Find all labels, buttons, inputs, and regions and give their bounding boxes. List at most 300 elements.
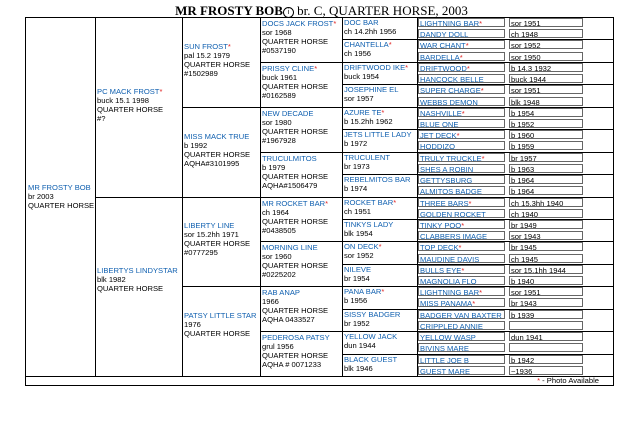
horse-detail: sor 1943 bbox=[509, 231, 583, 240]
horse-name[interactable] bbox=[418, 40, 505, 49]
horse-name-text: RAB ANAP bbox=[262, 288, 300, 298]
horse-detail: pal 15.2 1979 bbox=[184, 50, 231, 60]
parent-horse bbox=[97, 87, 181, 123]
horse-detail: QUARTER HORSE bbox=[262, 171, 329, 181]
photo-star-icon: * bbox=[388, 40, 392, 50]
horse-name[interactable] bbox=[418, 119, 505, 128]
gen5-horse bbox=[418, 355, 585, 365]
horse-name-text: TRUCULMITOS bbox=[262, 153, 317, 163]
gen4-horse bbox=[344, 355, 416, 373]
gen5-horse bbox=[418, 119, 585, 129]
gen4-horse bbox=[344, 108, 416, 126]
horse-name[interactable] bbox=[418, 52, 505, 61]
gen5-horse bbox=[418, 164, 585, 174]
photo-star-icon: * bbox=[325, 198, 329, 208]
horse-name-text: DOCS JACK FROST bbox=[262, 19, 334, 28]
photo-star-icon: * bbox=[314, 63, 318, 73]
horse-detail: ch 1956 bbox=[344, 49, 372, 59]
horse-detail: buck 1961 bbox=[262, 72, 298, 82]
horse-detail: QUARTER HORSE bbox=[28, 200, 94, 210]
horse-detail: b 1979 bbox=[262, 162, 286, 172]
horse-detail: b 1960 bbox=[509, 130, 583, 139]
horse-detail: ch 1964 bbox=[262, 207, 290, 217]
horse-name-text: BLUE ONE bbox=[420, 119, 459, 129]
horse-detail: b 1954 bbox=[509, 108, 583, 117]
horse-detail: QUARTER HORSE bbox=[262, 351, 329, 361]
horse-name[interactable] bbox=[418, 175, 505, 184]
horse-name-text: HODDIZO bbox=[420, 142, 456, 152]
horse-name-text: TRUCULENT bbox=[344, 152, 390, 162]
gen5-horse bbox=[418, 287, 585, 297]
horse-name-text: JET DECK bbox=[420, 131, 457, 141]
grandparent-horse bbox=[184, 42, 259, 78]
horse-name-text: WEBBS DEMON bbox=[420, 97, 478, 107]
horse-name-text: TINKYS LADY bbox=[344, 219, 394, 229]
horse-detail: b 1963 bbox=[509, 164, 583, 173]
gen5-horse bbox=[418, 198, 585, 208]
horse-name[interactable] bbox=[97, 87, 181, 96]
horse-name[interactable] bbox=[418, 198, 505, 207]
photo-legend-text: - Photo Available bbox=[540, 376, 599, 385]
horse-detail: sor 15.2hh 1971 bbox=[184, 230, 239, 240]
horse-detail: AQHA#1506479 bbox=[262, 180, 318, 190]
horse-name[interactable] bbox=[344, 153, 416, 162]
horse-detail: QUARTER HORSE bbox=[262, 216, 329, 226]
horse-name-text: CRIPPLED ANNIE bbox=[420, 321, 483, 331]
horse-detail: b 1964 bbox=[509, 186, 583, 195]
horse-name[interactable] bbox=[418, 209, 505, 218]
horse-detail: QUARTER HORSE bbox=[262, 126, 329, 136]
horse-name-text: MISS PANAMA bbox=[420, 299, 473, 309]
photo-star-icon: * bbox=[381, 107, 385, 117]
info-circle-icon: i bbox=[283, 7, 294, 18]
gen5-horse bbox=[418, 366, 585, 376]
horse-detail: br 1943 bbox=[509, 298, 583, 307]
horse-name[interactable] bbox=[344, 130, 416, 139]
photo-star-icon: * bbox=[465, 41, 469, 51]
horse-detail: b 1956 bbox=[344, 296, 368, 306]
horse-name[interactable] bbox=[262, 19, 341, 28]
horse-name-text: MR ROCKET BAR bbox=[262, 198, 326, 208]
horse-name-text: THREE BARS bbox=[420, 198, 469, 208]
horse-name[interactable] bbox=[418, 18, 505, 27]
photo-star-icon: * bbox=[227, 41, 231, 51]
horse-name[interactable] bbox=[418, 355, 505, 364]
horse-detail: ch 15.3hh 1940 bbox=[509, 198, 583, 207]
great-grandparent-horse bbox=[262, 199, 341, 235]
great-grandparent-horse bbox=[262, 154, 341, 190]
title-details: br. C, QUARTER HORSE, 2003 bbox=[297, 3, 468, 18]
photo-star-icon: * bbox=[378, 242, 382, 252]
horse-detail: QUARTER HORSE bbox=[262, 261, 329, 271]
horse-name-text: LIBERTYS LINDYSTAR bbox=[97, 266, 178, 276]
gen4-horse bbox=[344, 175, 416, 193]
horse-detail: b 1972 bbox=[344, 139, 368, 149]
gen4-horse bbox=[344, 265, 416, 283]
horse-name[interactable] bbox=[418, 310, 505, 319]
horse-detail: AQHA#3101995 bbox=[184, 158, 240, 168]
gen5-horse bbox=[418, 332, 585, 342]
gen5-horse bbox=[418, 265, 585, 275]
horse-name-text: GETTYSBURG bbox=[420, 176, 473, 186]
photo-star-icon: * bbox=[459, 52, 463, 62]
horse-name-text: SHES A ROBIN bbox=[420, 164, 474, 174]
gen4-horse bbox=[344, 40, 416, 58]
horse-name[interactable] bbox=[418, 231, 505, 240]
great-grandparent-horse bbox=[262, 333, 341, 369]
horse-name-text: PC MACK FROST bbox=[97, 86, 160, 96]
grandparent-horse bbox=[184, 221, 259, 257]
horse-name-text: DANDY DOLL bbox=[420, 30, 469, 40]
horse-name-text: LIGHTNING BAR bbox=[420, 19, 480, 28]
horse-name-text: ALMITOS BADGE bbox=[420, 187, 482, 197]
horse-name[interactable] bbox=[28, 183, 94, 192]
horse-name[interactable] bbox=[344, 310, 416, 319]
photo-star-icon: * bbox=[466, 63, 470, 73]
horse-name[interactable] bbox=[184, 42, 259, 51]
horse-name[interactable] bbox=[262, 333, 341, 342]
horse-name-text: JOSEPHINE EL bbox=[344, 85, 399, 95]
horse-detail: grul 1956 bbox=[262, 342, 294, 352]
horse-name-text: DOC BAR bbox=[344, 18, 379, 27]
gen4-horse bbox=[344, 287, 416, 305]
horse-name-text: TINKY POO bbox=[420, 220, 462, 230]
horse-detail: ch 1940 bbox=[509, 209, 583, 218]
horse-name[interactable] bbox=[418, 321, 505, 330]
horse-name-text: SUN FROST bbox=[184, 41, 228, 51]
photo-star-icon: * bbox=[456, 131, 460, 141]
horse-detail: QUARTER HORSE bbox=[97, 284, 164, 294]
photo-star-icon: * bbox=[479, 288, 483, 298]
horse-detail: sor 1951 bbox=[509, 85, 583, 94]
gen4-horse bbox=[344, 85, 416, 103]
gen4-horse bbox=[344, 242, 416, 260]
horse-name-text: SUPER CHARGE bbox=[420, 86, 481, 96]
grandparent-horse bbox=[184, 311, 259, 338]
horse-name-text: BADGER VAN BAXTER bbox=[420, 310, 502, 320]
gen4-horse bbox=[344, 63, 416, 81]
horse-name-text: YELLOW WASP bbox=[420, 333, 476, 343]
horse-name-text: HANCOCK BELLE bbox=[420, 75, 484, 85]
horse-detail: br 1945 bbox=[509, 242, 583, 251]
horse-name-text: MAUDINE DAVIS bbox=[420, 254, 480, 264]
horse-detail: buck 1944 bbox=[509, 74, 583, 83]
gen4-horse bbox=[344, 130, 416, 148]
horse-detail: ch 1948 bbox=[509, 29, 583, 38]
horse-name-text: LITTLE JOE B bbox=[420, 355, 469, 365]
horse-name[interactable] bbox=[344, 175, 416, 184]
horse-name[interactable] bbox=[418, 141, 505, 150]
horse-detail: sor 1952 bbox=[344, 251, 374, 261]
horse-detail: sor 1952 bbox=[509, 40, 583, 49]
photo-star-icon: * bbox=[472, 299, 476, 309]
horse-detail: dun 1941 bbox=[509, 332, 583, 341]
horse-detail: QUARTER HORSE bbox=[262, 306, 329, 316]
horse-name[interactable] bbox=[418, 276, 505, 285]
horse-name-text: PEDEROSA PATSY bbox=[262, 333, 330, 343]
horse-name-text: NASHVILLE bbox=[420, 108, 462, 118]
horse-name[interactable] bbox=[418, 366, 505, 375]
horse-detail: 1976 bbox=[184, 320, 201, 330]
horse-detail: AQHA 0433527 bbox=[262, 315, 315, 325]
horse-detail: b 1942 bbox=[509, 355, 583, 364]
horse-detail: AQHA # 0071233 bbox=[262, 360, 322, 370]
grandparent-horse bbox=[184, 132, 259, 168]
horse-detail: #0438505 bbox=[262, 225, 296, 235]
horse-detail: br 1949 bbox=[509, 220, 583, 229]
horse-name[interactable] bbox=[262, 109, 341, 118]
gen5-horse bbox=[418, 231, 585, 241]
gen5-horse bbox=[418, 18, 585, 28]
photo-star-icon: * bbox=[333, 19, 337, 28]
horse-name[interactable] bbox=[418, 97, 505, 106]
horse-detail: ch 14.2hh 1956 bbox=[344, 27, 397, 36]
horse-detail: QUARTER HORSE bbox=[184, 59, 251, 69]
horse-detail: buck 15.1 1998 bbox=[97, 95, 149, 105]
horse-name-text: CHANTELLA bbox=[344, 40, 389, 50]
gen5-horse bbox=[418, 130, 585, 140]
horse-name[interactable] bbox=[344, 242, 416, 251]
horse-name[interactable] bbox=[344, 287, 416, 296]
horse-detail: sor 15.1hh 1944 bbox=[509, 265, 583, 274]
photo-star-icon: * bbox=[461, 220, 465, 230]
horse-detail: QUARTER HORSE bbox=[97, 104, 164, 114]
horse-detail: ch 1945 bbox=[509, 254, 583, 263]
horse-name-text: ON DECK bbox=[344, 242, 379, 252]
horse-name[interactable] bbox=[344, 63, 416, 72]
horse-detail: b 1939 bbox=[509, 310, 583, 319]
horse-detail: b 1992 bbox=[184, 140, 208, 150]
horse-name[interactable] bbox=[418, 74, 505, 83]
gen5-horse bbox=[418, 153, 585, 163]
photo-legend bbox=[537, 376, 599, 385]
gen4-horse bbox=[344, 220, 416, 238]
horse-name-text: BIVINS MARE bbox=[420, 344, 469, 354]
gen5-horse bbox=[418, 85, 585, 95]
horse-name[interactable] bbox=[344, 332, 416, 341]
horse-name-text: BARDELLA bbox=[420, 52, 460, 62]
gen4-horse bbox=[344, 153, 416, 171]
gen4-horse bbox=[344, 198, 416, 216]
horse-detail: QUARTER HORSE bbox=[184, 329, 251, 339]
horse-name[interactable] bbox=[418, 85, 505, 94]
horse-detail: b 15.2hh 1962 bbox=[344, 116, 393, 126]
horse-detail: ~1936 bbox=[509, 366, 583, 375]
horse-name[interactable] bbox=[262, 288, 341, 297]
horse-detail: b 14.3 1932 bbox=[509, 63, 583, 72]
title-name: MR FROSTY BOB bbox=[175, 3, 283, 18]
horse-name[interactable] bbox=[418, 63, 505, 72]
horse-name[interactable] bbox=[184, 132, 259, 141]
horse-name[interactable] bbox=[418, 265, 505, 274]
photo-star-icon: * bbox=[458, 243, 462, 253]
horse-detail: blk 1948 bbox=[509, 97, 583, 106]
horse-detail: br 2003 bbox=[28, 191, 54, 201]
horse-detail: sor 1950 bbox=[509, 52, 583, 61]
horse-name-text: CLABBERS IMAGE bbox=[420, 232, 488, 242]
horse-name-text: NILEVE bbox=[344, 264, 372, 274]
horse-detail: QUARTER HORSE bbox=[184, 239, 251, 249]
horse-name[interactable] bbox=[418, 220, 505, 229]
horse-name[interactable] bbox=[97, 266, 181, 275]
horse-name[interactable] bbox=[344, 355, 416, 364]
photo-star-icon: * bbox=[159, 86, 163, 96]
horse-name[interactable] bbox=[418, 343, 505, 352]
horse-name[interactable] bbox=[418, 254, 505, 263]
horse-detail: blk 1954 bbox=[344, 228, 373, 238]
horse-name-text: PATSY LITTLE STAR bbox=[184, 311, 257, 321]
photo-star-icon: * bbox=[461, 265, 465, 275]
great-grandparent-horse bbox=[262, 19, 341, 55]
horse-name-text: BLACK GUEST bbox=[344, 354, 398, 364]
horse-detail: #1502989 bbox=[184, 68, 218, 78]
horse-name-text: LIBERTY LINE bbox=[184, 221, 235, 231]
horse-name-text: BULLS EYE bbox=[420, 265, 462, 275]
horse-name[interactable] bbox=[418, 153, 505, 162]
horse-name-text: YELLOW JACK bbox=[344, 332, 398, 342]
gen4-horse bbox=[344, 310, 416, 328]
horse-name-text: SISSY BADGER bbox=[344, 309, 401, 319]
horse-detail: sor 1957 bbox=[344, 94, 374, 104]
horse-detail: b 1952 bbox=[509, 119, 583, 128]
horse-detail: blk 1946 bbox=[344, 363, 373, 373]
horse-detail: sor 1951 bbox=[509, 287, 583, 296]
horse-detail: b 1940 bbox=[509, 276, 583, 285]
gen5-horse bbox=[418, 321, 585, 331]
horse-detail: blk 1982 bbox=[97, 275, 126, 285]
horse-name-text: TRULY TRUCKLE bbox=[420, 153, 482, 163]
gen5-horse bbox=[418, 343, 585, 353]
horse-name[interactable] bbox=[344, 220, 416, 229]
horse-name-text: REBELMITOS BAR bbox=[344, 175, 411, 185]
horse-name[interactable] bbox=[418, 164, 505, 173]
parent-horse bbox=[97, 266, 181, 293]
gen5-horse bbox=[418, 74, 585, 84]
horse-detail: br 1957 bbox=[509, 153, 583, 162]
horse-detail: #0537190 bbox=[262, 46, 296, 55]
horse-name[interactable] bbox=[262, 199, 341, 208]
horse-detail: QUARTER HORSE bbox=[184, 149, 251, 159]
gen4-horse bbox=[344, 18, 416, 36]
photo-star-icon: * bbox=[481, 153, 485, 163]
horse-detail: sor 1960 bbox=[262, 252, 292, 262]
horse-detail: ch 1951 bbox=[344, 206, 372, 216]
horse-detail: br 1954 bbox=[344, 273, 370, 283]
photo-star-icon: * bbox=[468, 198, 472, 208]
horse-name[interactable] bbox=[344, 18, 416, 27]
horse-name[interactable] bbox=[344, 108, 416, 117]
horse-detail: sor 1951 bbox=[509, 18, 583, 27]
gen5-horse bbox=[418, 276, 585, 286]
horse-name-text: WAR CHANT bbox=[420, 41, 466, 51]
horse-detail: sor 1968 bbox=[262, 28, 292, 37]
horse-detail bbox=[509, 343, 583, 352]
horse-name[interactable] bbox=[262, 243, 341, 252]
horse-name-text: LIGHTNING BAR bbox=[420, 288, 480, 298]
horse-detail: b 1974 bbox=[344, 184, 368, 194]
horse-name-text: TOP DECK bbox=[420, 243, 459, 253]
horse-name[interactable] bbox=[184, 311, 259, 320]
horse-detail: QUARTER HORSE bbox=[262, 81, 329, 91]
gen5-horse bbox=[418, 254, 585, 264]
horse-name-text: MORNING LINE bbox=[262, 243, 318, 253]
subject-horse bbox=[28, 183, 94, 210]
photo-star-icon: * bbox=[537, 376, 541, 385]
horse-detail: sor 1980 bbox=[262, 117, 292, 127]
great-grandparent-horse bbox=[262, 64, 341, 100]
gen5-horse bbox=[418, 209, 585, 219]
great-grandparent-horse bbox=[262, 288, 341, 324]
horse-detail: QUARTER HORSE bbox=[262, 37, 329, 46]
horse-name[interactable] bbox=[184, 221, 259, 230]
horse-name-text: PANA BAR bbox=[344, 287, 382, 297]
photo-star-icon: * bbox=[405, 62, 409, 72]
gen5-horse bbox=[418, 175, 585, 185]
horse-name-text: NEW DECADE bbox=[262, 108, 314, 118]
photo-star-icon: * bbox=[381, 287, 385, 297]
horse-detail: buck 1954 bbox=[344, 71, 380, 81]
horse-detail: 1966 bbox=[262, 297, 279, 307]
horse-name-text: GUEST MARE bbox=[420, 366, 471, 376]
row-divider bbox=[26, 376, 613, 377]
horse-name[interactable] bbox=[344, 198, 416, 207]
photo-star-icon: * bbox=[393, 197, 397, 207]
photo-star-icon: * bbox=[461, 108, 465, 118]
horse-name-text: DRIFTWOOD bbox=[420, 63, 467, 73]
gen4-horse bbox=[344, 332, 416, 350]
horse-name-text: MISS MACK TRUE bbox=[184, 131, 250, 141]
horse-detail: #? bbox=[97, 113, 106, 123]
horse-name-text: AZURE TE bbox=[344, 107, 382, 117]
horse-name[interactable] bbox=[418, 287, 505, 296]
horse-name[interactable] bbox=[418, 242, 505, 251]
gen5-horse bbox=[418, 97, 585, 107]
horse-detail: dun 1944 bbox=[344, 341, 376, 351]
horse-detail: #0777295 bbox=[184, 248, 218, 258]
great-grandparent-horse bbox=[262, 243, 341, 279]
horse-detail: b 1964 bbox=[509, 175, 583, 184]
great-grandparent-horse bbox=[262, 109, 341, 145]
horse-name-text: JETS LITTLE LADY bbox=[344, 130, 412, 140]
horse-name[interactable] bbox=[418, 186, 505, 195]
horse-name[interactable] bbox=[344, 265, 416, 274]
horse-name[interactable] bbox=[418, 332, 505, 341]
horse-name[interactable] bbox=[418, 130, 505, 139]
gen5-horse bbox=[418, 141, 585, 151]
horse-detail bbox=[509, 321, 583, 330]
horse-detail: br 1973 bbox=[344, 161, 370, 171]
photo-star-icon: * bbox=[479, 19, 483, 28]
photo-star-icon: * bbox=[480, 86, 484, 96]
horse-name-text: MAGNOLIA FLO bbox=[420, 277, 477, 287]
horse-name[interactable] bbox=[262, 64, 341, 73]
horse-name[interactable] bbox=[418, 108, 505, 117]
horse-name[interactable] bbox=[344, 85, 416, 94]
horse-name-text: ROCKET BAR bbox=[344, 197, 394, 207]
horse-detail: br 1952 bbox=[344, 318, 370, 328]
horse-detail: b 1959 bbox=[509, 141, 583, 150]
gen5-horse bbox=[418, 220, 585, 230]
gen5-horse bbox=[418, 108, 585, 118]
horse-name[interactable] bbox=[418, 298, 505, 307]
horse-detail: #0225202 bbox=[262, 270, 296, 280]
horse-name[interactable] bbox=[262, 154, 341, 163]
gen5-horse bbox=[418, 242, 585, 252]
horse-detail: #1967928 bbox=[262, 135, 296, 145]
horse-name[interactable] bbox=[344, 40, 416, 49]
horse-name[interactable] bbox=[418, 29, 505, 38]
horse-name-text: DRIFTWOOD IKE bbox=[344, 62, 406, 72]
